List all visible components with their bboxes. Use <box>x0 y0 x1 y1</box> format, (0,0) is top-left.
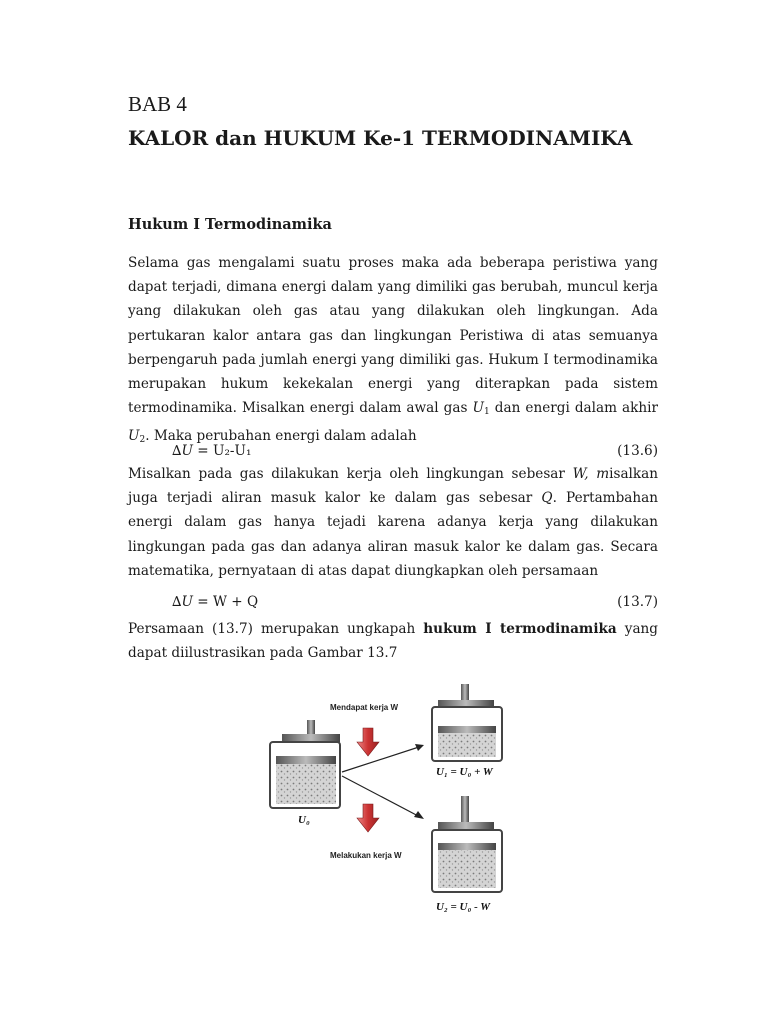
equation-13-6: ∆U = U₂-U₁ <box>172 443 252 459</box>
process-arrows <box>342 744 424 819</box>
compressed-cylinder <box>432 684 502 778</box>
u2-formula: U₂ = U₀ - W <box>436 901 491 913</box>
chapter-title: KALOR dan HUKUM Ke-1 TERMODINAMIKA <box>128 126 633 150</box>
work-received-arrow <box>357 728 379 756</box>
section-title: Hukum I Termodinamika <box>128 216 332 233</box>
work-received-label: Mendapat kerja W <box>330 703 399 712</box>
equation-13-7: ∆U = W + Q <box>172 594 259 610</box>
expanded-cylinder <box>432 796 502 913</box>
paragraph-conclusion: Persamaan (13.7) merupakan ungkapah hukum I termodinamika yang dapat diilustrasikan pada Gambar 13.7 <box>128 621 659 662</box>
work-done-label: Melakukan kerja W <box>330 851 402 860</box>
piston-diagram <box>262 680 522 920</box>
work-done-arrow <box>357 804 379 832</box>
equation-number-13-7: (13.7) <box>617 594 658 610</box>
chapter-label: BAB 4 <box>128 92 187 116</box>
paragraph-work-heat: Misalkan pada gas dilakukan kerja oleh lingkungan sebesar W, misalkan juga terjadi aliran masuk kalor ke dalam gas sebesar Q. Pertambahan energi dalam gas hanya tejadi karena adanya kerja yang dilakukan lingkungan pada gas dan adanya aliran masuk kalor ke dalam gas. Secara matematika, pernyataan di atas dapat diungkapkan oleh persamaan <box>128 466 658 579</box>
u0-label: U₀ <box>298 814 310 826</box>
initial-cylinder <box>270 720 340 826</box>
paragraph-intro: Selama gas mengalami suatu proses maka ada beberapa peristiwa yang dapat terjadi, dimana energi dalam yang dimiliki gas berubah, muncul kerja yang dilakukan oleh gas atau yang dilakukan oleh lingkungan. Ada pertukaran kalor antara gas dan lingkungan Peristiwa di atas semuanya berpengaruh pada jumlah energi yang dimiliki gas. Hukum I termodinamika merupakan hukum kekekalan energi yang diterapkan pada sistem termodinamika. Misalkan energi dalam awal gas $U_1$ dan energi dalam akhir $U_2$. Maka perubahan energi dalam adalah <box>128 255 658 446</box>
u1-formula: U₁ = U₀ + W <box>436 766 493 778</box>
equation-number-13-6: (13.6) <box>617 443 658 459</box>
figure-13-7 <box>262 680 522 920</box>
